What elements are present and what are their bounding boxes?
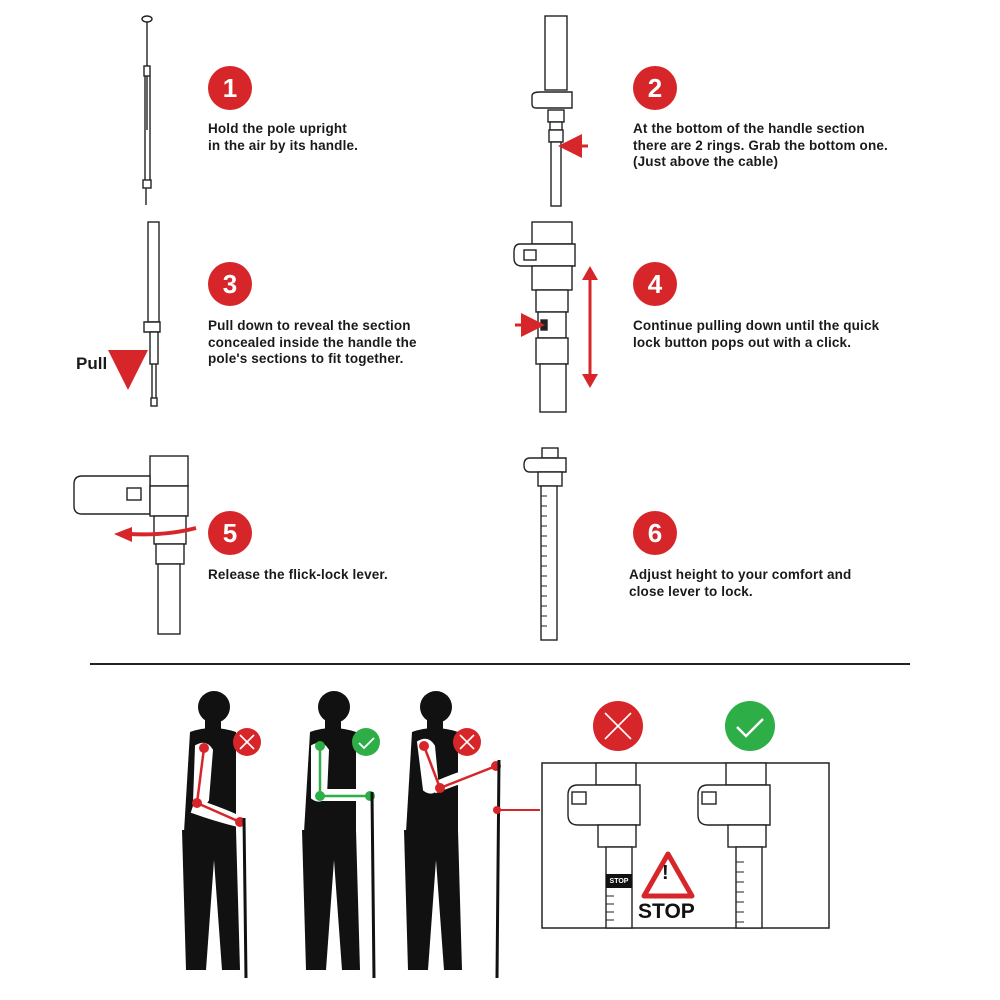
stop-band-label: STOP — [606, 874, 632, 888]
step-2-line-3: (Just above the cable) — [633, 154, 779, 169]
step-5-line-1: Release the flick-lock lever. — [208, 567, 388, 582]
step2-handle-illustration — [532, 16, 588, 206]
step-4-line-2: lock button pops out with a click. — [633, 334, 852, 350]
step1-pole-illustration — [142, 16, 152, 205]
pull-label: Pull — [76, 354, 108, 373]
step5-lever-illustration — [74, 456, 196, 634]
step-6-line-2: close lever to lock. — [629, 583, 753, 599]
check-icon — [352, 728, 380, 756]
step-5-badge: 5 — [208, 511, 252, 555]
step3-pole-illustration — [128, 222, 160, 406]
step-2-text — [633, 121, 888, 171]
step-1-line-2: in the air by its handle. — [208, 137, 359, 153]
warning-mark: ! — [662, 862, 669, 884]
step-3-badge: 3 — [208, 262, 252, 306]
step-6-text — [629, 567, 851, 600]
step-1-text — [208, 121, 358, 154]
step6-scale-illustration — [524, 448, 566, 640]
step-4-badge: 4 — [633, 262, 677, 306]
step-1-line-1: Hold the pole upright — [208, 121, 347, 136]
step-4-text — [633, 318, 879, 351]
stop-word: STOP — [638, 900, 695, 923]
posture-figure-2 — [302, 691, 360, 970]
step-3-line-1: Pull down to reveal the section — [208, 318, 411, 333]
step-2-line-1: At the bottom of the handle section — [633, 121, 865, 136]
check-icon — [725, 701, 775, 751]
step-1-badge: 1 — [208, 66, 252, 110]
step-2-badge: 2 — [633, 66, 677, 110]
step-6-line-1: Adjust height to your comfort and — [629, 567, 852, 582]
step-3-line-2: concealed inside the handle the — [208, 334, 417, 350]
posture-figure-3 — [404, 691, 462, 970]
step-3-text — [208, 318, 417, 368]
step-3-line-3: pole's sections to fit together. — [208, 351, 404, 366]
step-6-badge: 6 — [633, 511, 677, 555]
step-5-text — [208, 567, 388, 584]
cross-icon — [593, 701, 643, 751]
step4-lock-illustration — [514, 222, 598, 412]
cross-icon — [453, 728, 481, 756]
step-2-line-2: there are 2 rings. Grab the bottom one. — [633, 137, 888, 153]
posture-figure-1 — [182, 691, 240, 970]
step-4-line-1: Continue pulling down until the quick — [633, 318, 880, 333]
cross-icon — [233, 728, 261, 756]
